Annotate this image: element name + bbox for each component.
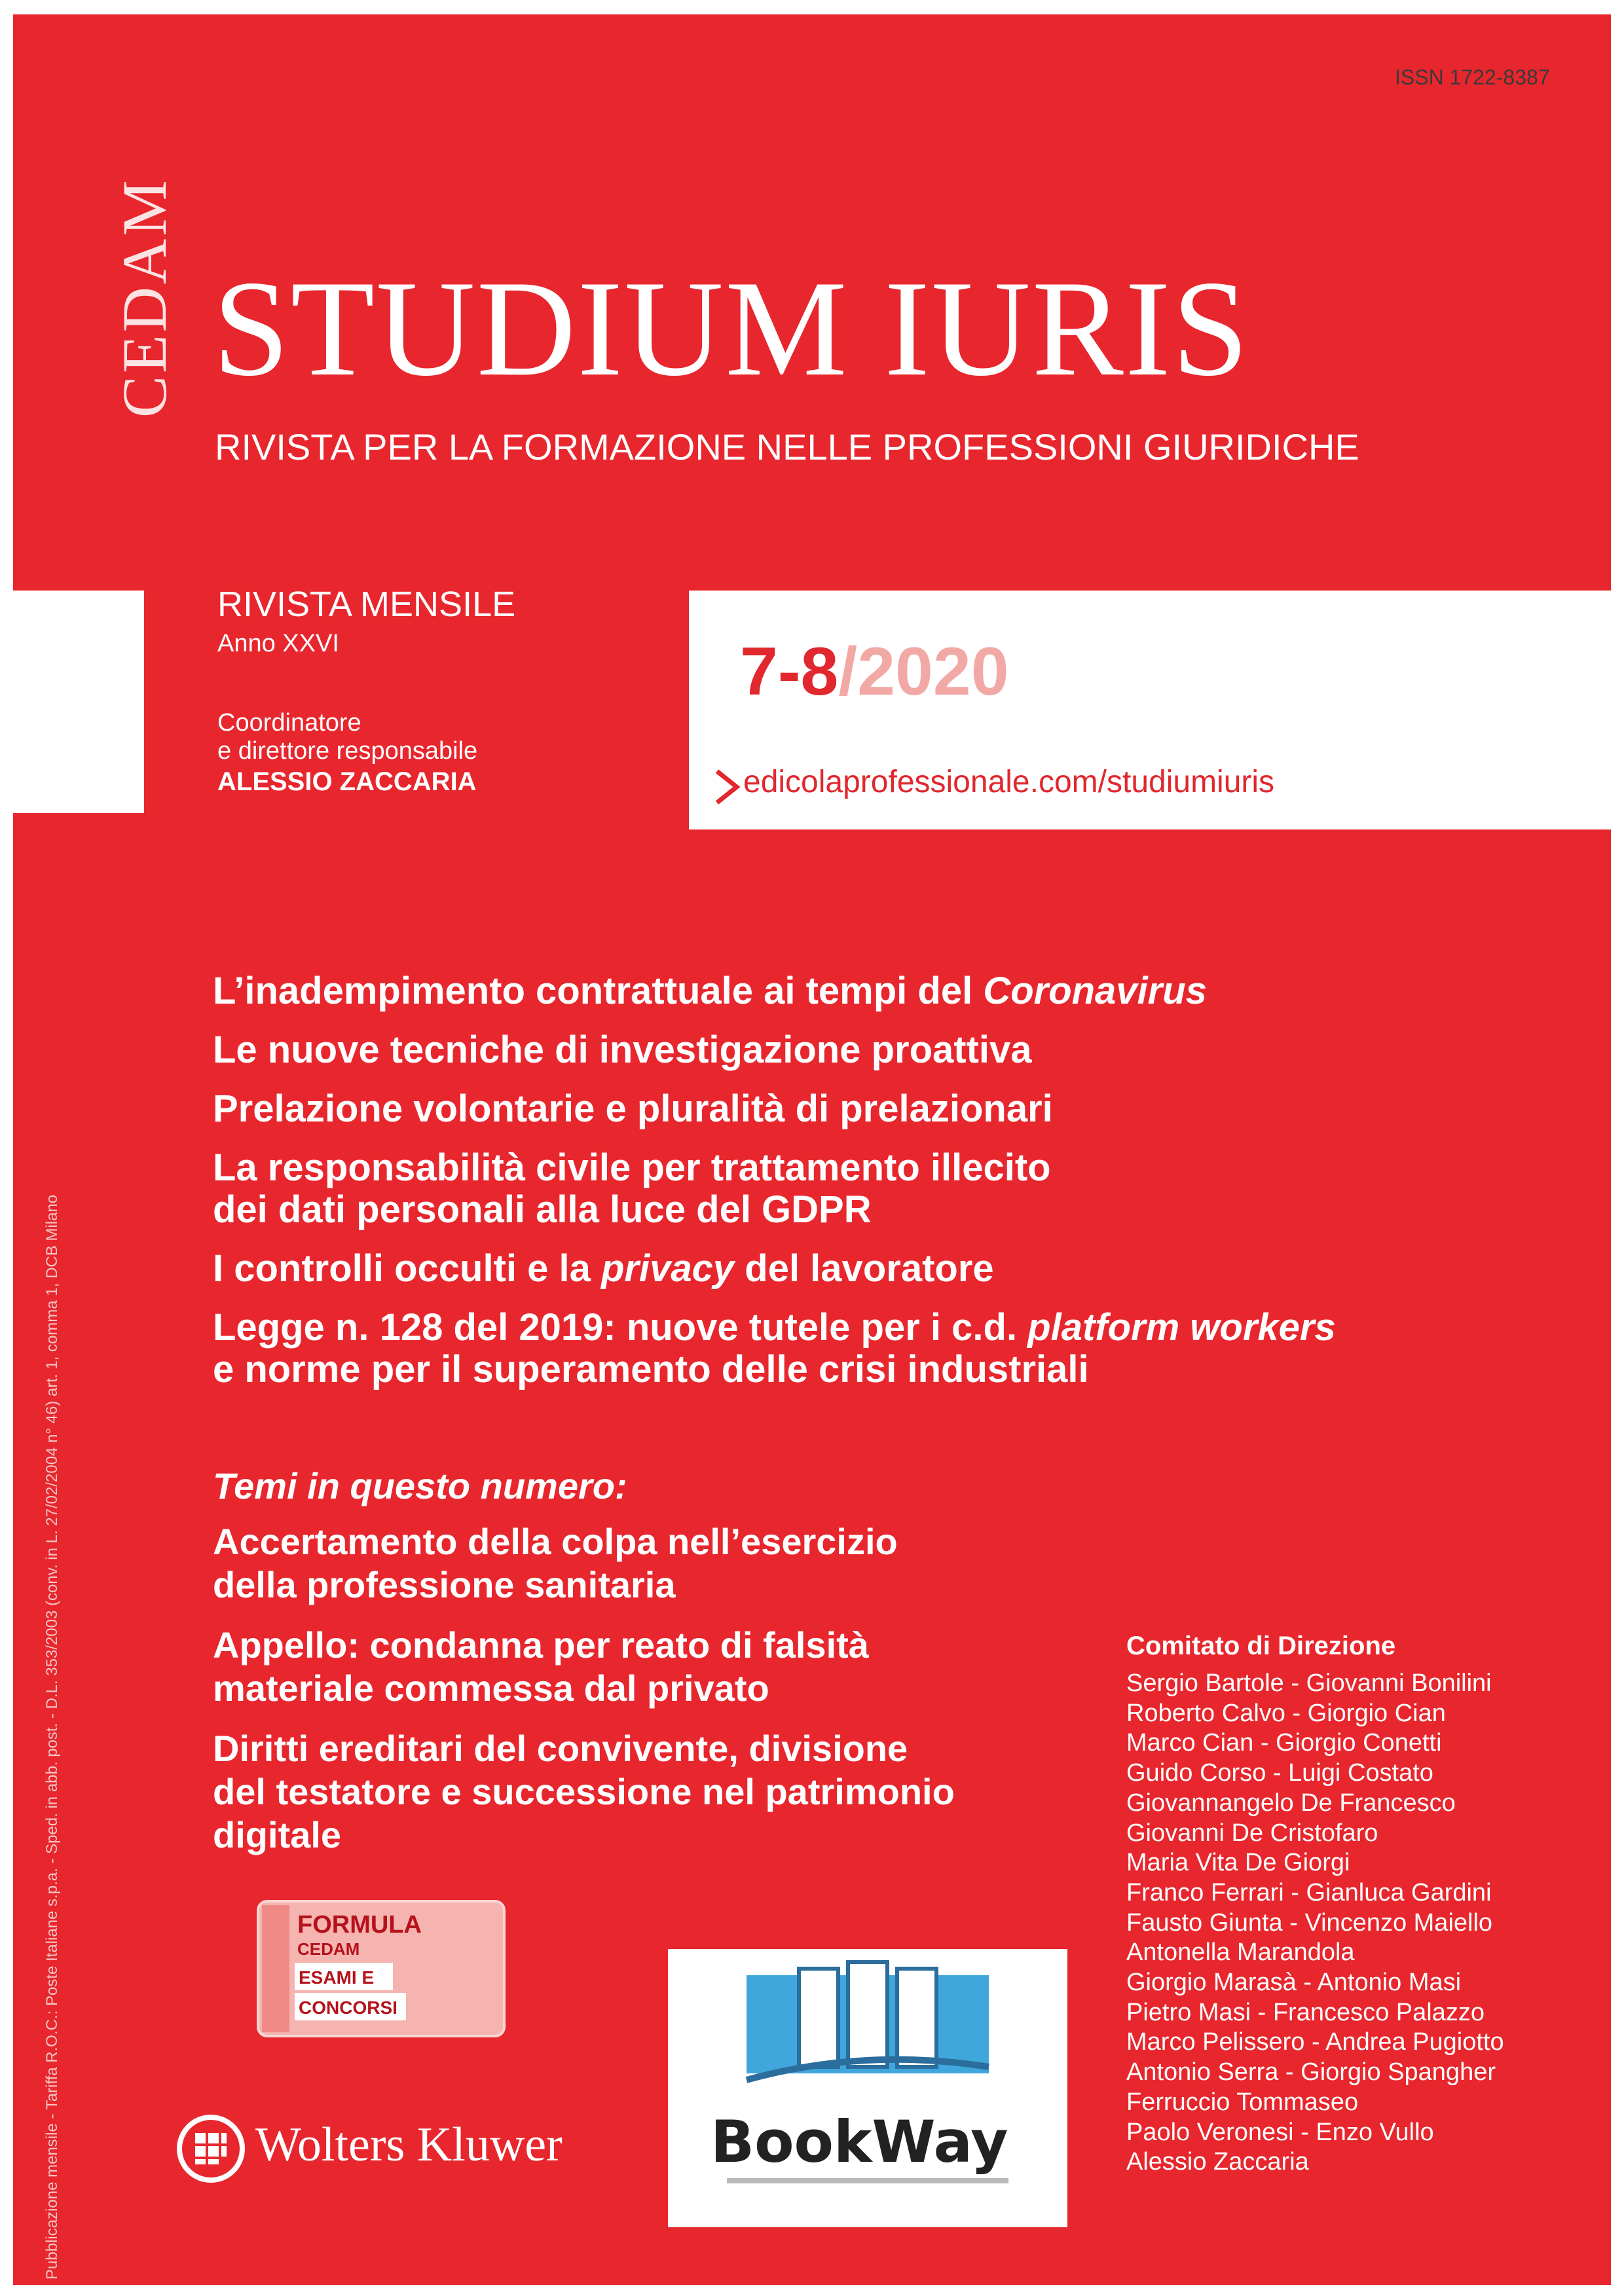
topics-list [213, 1520, 1162, 1874]
magazine-cover [13, 14, 1611, 2285]
board-member: Sergio Bartole - Giovanni Bonilini [1126, 1669, 1492, 1697]
badge-esami: ESAMI E [299, 1967, 375, 1988]
board-member: Ferruccio Tommaseo [1126, 2088, 1359, 2116]
formula-cedam-badge [257, 1900, 506, 2037]
director-label: e direttore responsabile [217, 737, 478, 765]
article-4: La responsabilità civile per trattamento illecito dei dati personali alla luce del GDPR [213, 1146, 1051, 1231]
topic-1: Accertamento della colpa nell’esercizio della professione sanitaria [213, 1521, 898, 1605]
board-member: Marco Pelissero - Andrea Pugiotto [1126, 2028, 1504, 2056]
board-member: Maria Vita De Giorgi [1126, 1849, 1350, 1877]
board-member: Fausto Giunta - Vincenzo Maiello [1126, 1908, 1493, 1937]
badge-concorsi: CONCORSI [299, 1997, 397, 2018]
article-2: Le nuove tecniche di investigazione proattiva [213, 1029, 1032, 1071]
issn: ISSN 1722-8387 [1395, 65, 1550, 89]
article-1: L’inadempimento contrattuale ai tempi del Coronavirus [213, 970, 1207, 1012]
bookway-watermark-icon [668, 1949, 1067, 2227]
board-member: Pietro Masi - Francesco Palazzo [1126, 1998, 1485, 2026]
topic-3: Diritti ereditari del convivente, divisione del testatore e successione nel patrimonio digitale [213, 1728, 955, 1855]
board-member: Alessio Zaccaria [1126, 2148, 1309, 2176]
bookway-name: BookWay [710, 2108, 1008, 2176]
board-member: Giovannangelo De Francesco [1126, 1789, 1456, 1817]
wolters-kluwer-name: Wolters Kluwer [255, 2118, 563, 2172]
board-member: Marco Cian - Giorgio Conetti [1126, 1729, 1442, 1757]
board-member: Giovanni De Cristofaro [1126, 1819, 1378, 1847]
editorial-board [1126, 1631, 1585, 2178]
badge-cedam: CEDAM [297, 1939, 360, 1959]
website-link[interactable]: edicolaprofessionale.com/studiumiuris [743, 765, 1275, 799]
magazine-title: STUDIUM IURIS [213, 253, 1250, 405]
year-label: Anno XXVI [217, 630, 339, 657]
postal-legal-notice: Pubblicazione mensile - Tariffa R.O.C.: Poste Italiane s.p.a. - Sped. in abb. post. - D.L. 353/2003 (conv. in L. 27/02/2004 n° 46) art. 1, comma 1, DCB Milano [43, 1194, 61, 2280]
coordinator-label: Coordinatore [217, 709, 361, 737]
publisher-logo-cedam: CEDAM [109, 177, 179, 418]
issue-year: /2020 [838, 634, 1009, 710]
frequency-label: RIVISTA MENSILE [217, 585, 516, 624]
badge-formula: FORMULA [297, 1911, 422, 1939]
coordinator-name: ALESSIO ZACCARIA [217, 767, 477, 796]
magazine-subtitle: RIVISTA PER LA FORMAZIONE NELLE PROFESSIONI GIURIDICHE [215, 426, 1359, 467]
article-5: I controlli occulti e la privacy del lavoratore [213, 1247, 994, 1290]
topic-2: Appello: condanna per reato di falsità materiale commessa dal privato [213, 1624, 869, 1709]
article-3: Prelazione volontarie e pluralità di prelazionari [213, 1087, 1053, 1130]
chevron-right-icon [710, 767, 743, 807]
issue-number-value: 7-8 [740, 634, 839, 710]
editorial-board-heading: Comitato di Direzione [1126, 1631, 1396, 1660]
issue-number [740, 633, 1009, 711]
board-member: Roberto Calvo - Giorgio Cian [1126, 1699, 1446, 1727]
board-member: Antonio Serra - Giorgio Spangher [1126, 2058, 1496, 2086]
board-member: Guido Corso - Luigi Costato [1126, 1759, 1433, 1787]
featured-articles [213, 970, 1522, 1408]
board-member: Paolo Veronesi - Enzo Vullo [1126, 2118, 1434, 2146]
board-member: Giorgio Marasà - Antonio Masi [1126, 1969, 1462, 1997]
left-white-tab [13, 591, 144, 813]
topics-heading: Temi in questo numero: [213, 1465, 627, 1506]
board-member: Antonella Marandola [1126, 1939, 1355, 1967]
article-6: Legge n. 128 del 2019: nuove tutele per i c.d. platform workers e norme per il superamento delle crisi industriali [213, 1306, 1336, 1391]
board-member: Franco Ferrari - Gianluca Gardini [1126, 1878, 1492, 1906]
